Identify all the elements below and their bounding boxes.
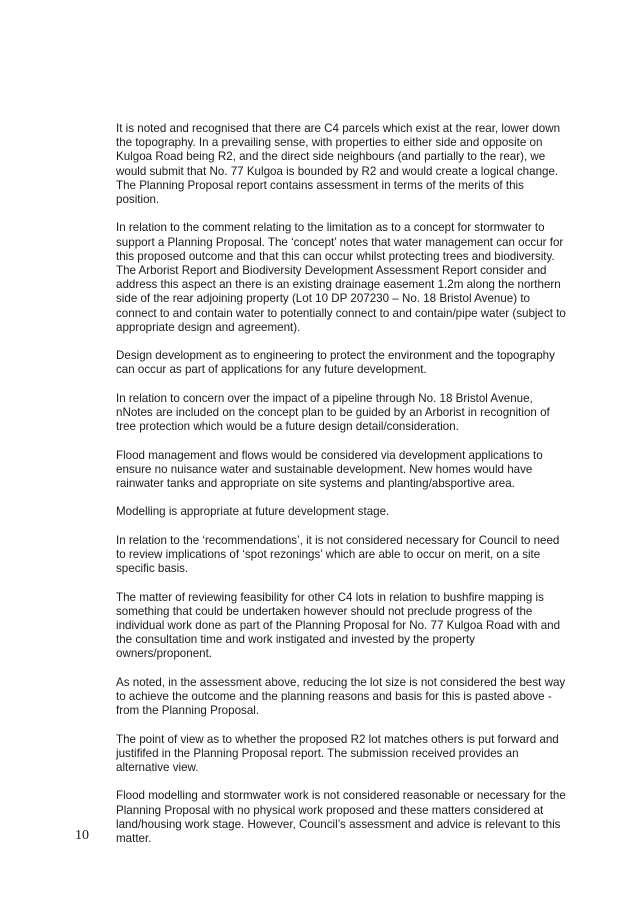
paragraph-flood-modelling: Flood modelling and stormwater work is not considered reasonable or necessary for the Planning Proposal with no physical work proposed and these matters considered at land/housing work stage. However, Council’s assessment and advice is relevant to this matter. [116, 789, 566, 845]
paragraph-r2-lot: The point of view as to whether the proposed R2 lot matches others is put forward and justififed in the Planning Proposal report. The submission received provides an alternative view. [116, 732, 559, 774]
paragraph-pipeline-concern: In relation to concern over the impact of a pipeline through No. 18 Bristol Avenue, nNotes are included on the concept plan to be guided by an Arborist in recognition of tree protection which would be a future design detail/consideration. [116, 391, 550, 434]
paragraph-design-development: Design development as to engineering to protect the environment and the topography can occur as part of applications for any future development. [116, 349, 555, 377]
paragraph-c4-parcels: It is noted and recognised that there are C4 parcels which exist at the rear, lower down the topography. In a prevailing sense, with properties to either side and opposite on Kulgoa Road being R2, and the direct side neighbours (and partially to the rear), we would submit that No. 77 Kulgoa is bounded by R2 and would create a logical change. The Planning Proposal report contains assessment in terms of the merits of this position. [116, 122, 561, 207]
paragraph-recommendations: In relation to the ‘recommendations’, it is not considered necessary for Council to need to review implications of ‘spot rezonings’ which are able to occur on merit, on a site specific basis. [116, 533, 560, 576]
paragraph-bushfire-mapping: The matter of reviewing feasibility for other C4 lots in relation to bushfire mapping is something that could be undertaken however should not preclude progress of the individual work done as part of the Planning Proposal for No. 77 Kulgoa Road with and the consultation time and work instigated and invested by the property owners/proponent. [116, 590, 561, 661]
paragraph-stormwater-concept: In relation to the comment relating to the limitation as to a concept for stormwater to support a Planning Proposal. The ‘concept’ notes that water management can occur for this proposed outcome and that this can occur whilst protecting trees and biodiversity. The Arborist Report and Biodiversity Development Assessment Report consider and address this aspect an there is an existing drainage easement 1.2m along the northern side of the rear adjoining property (Lot 10 DP 207230 – No. 18 Bristol Avenue) to connect to and contain water to potentially connect to and contain/pipe water (subject to appropriate design and agreement). [116, 221, 566, 334]
paragraph-modelling: Modelling is appropriate at future development stage. [116, 505, 390, 519]
paragraph-lot-size: As noted, in the assessment above, reducing the lot size is not considered the best way to achieve the outcome and the planning reasons and basis for this is pasted above - from the Planning Proposal. [116, 675, 566, 718]
paragraph-flood-management: Flood management and flows would be considered via development applications to ensure no nuisance water and sustainable development. New homes would have rainwater tanks and appropriate on site systems and planting/absportive area. [116, 448, 543, 491]
page-number: 10 [75, 828, 89, 843]
body-text [116, 122, 568, 860]
